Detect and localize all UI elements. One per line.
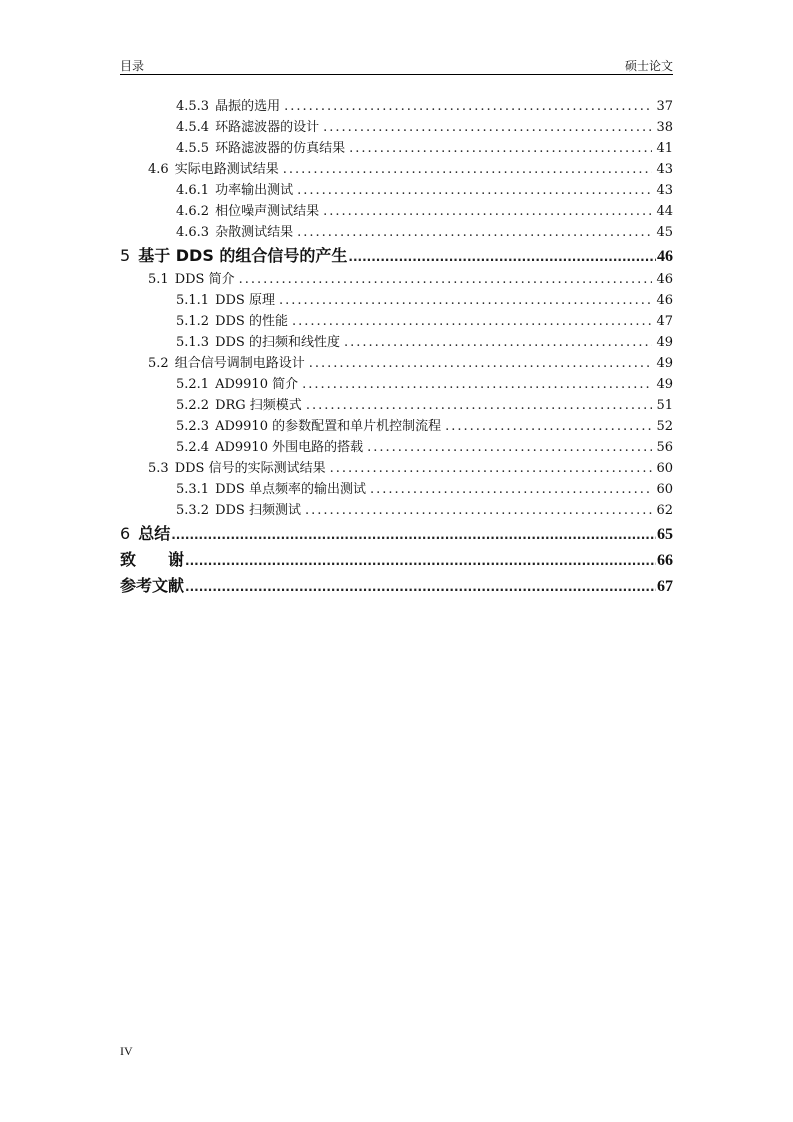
toc-dot-leader	[283, 159, 653, 180]
toc-dot-leader	[297, 180, 652, 201]
toc-entry-page: 37	[656, 99, 673, 114]
toc-entry-page: 60	[656, 482, 673, 497]
toc-entry-number: 6	[120, 524, 131, 543]
toc-entry[interactable]	[120, 479, 673, 500]
toc-entry-page: 65	[657, 526, 673, 543]
toc-entry-number: 5.1.3	[176, 335, 210, 350]
toc-entry-number: 5.2.3	[176, 419, 210, 434]
toc-dot-leader	[323, 117, 652, 138]
toc-entry[interactable]	[120, 500, 673, 521]
toc-entry[interactable]	[120, 201, 673, 222]
toc-dot-leader	[239, 269, 653, 290]
toc-entry[interactable]	[120, 269, 673, 290]
toc-entry[interactable]	[120, 222, 673, 243]
toc-entry-title: DDS 信号的实际测试结果	[174, 461, 326, 476]
toc-entry[interactable]	[120, 458, 673, 479]
toc-entry[interactable]	[120, 573, 673, 599]
toc-dot-leader	[284, 96, 652, 117]
toc-entry-title: DDS 的扫频和线性度	[215, 335, 340, 350]
toc-dot-leader	[306, 395, 653, 416]
toc-entry[interactable]	[120, 374, 673, 395]
toc-dot-leader	[302, 374, 652, 395]
toc-entry-title: 基于 DDS 的组合信号的产生	[138, 246, 348, 265]
toc-entry[interactable]	[120, 117, 673, 138]
toc-entry[interactable]	[120, 311, 673, 332]
toc-dot-leader	[348, 244, 656, 270]
toc-entry-number: 4.5.3	[176, 99, 210, 114]
toc-entry-number: 5.1.1	[176, 293, 210, 308]
toc-entry-title: 环路滤波器的设计	[215, 120, 320, 135]
toc-entry-number: 5	[120, 246, 131, 265]
toc-entry-title: 晶振的选用	[215, 99, 281, 114]
toc-dot-leader	[292, 311, 652, 332]
toc-entry[interactable]	[120, 547, 673, 573]
header-section-title: 目录	[120, 59, 145, 73]
toc-entry-title: DDS 的性能	[215, 314, 288, 329]
toc-entry[interactable]	[120, 290, 673, 311]
toc-entry[interactable]	[120, 395, 673, 416]
toc-entry-page: 43	[656, 183, 673, 198]
table-of-contents	[120, 96, 673, 599]
toc-dot-leader	[171, 522, 656, 548]
toc-entry-number: 4.5.4	[176, 120, 210, 135]
toc-entry-page: 67	[657, 578, 673, 595]
toc-entry-number: 5.3.1	[176, 482, 210, 497]
toc-dot-leader	[305, 500, 652, 521]
toc-entry-number: 5.3	[148, 461, 169, 476]
toc-entry-page: 62	[656, 503, 673, 518]
toc-entry-number: 4.6	[148, 162, 169, 177]
toc-entry-number: 4.6.2	[176, 204, 210, 219]
toc-entry-page: 66	[657, 552, 673, 569]
page-number: IV	[120, 1044, 133, 1058]
toc-entry-number: 5.3.2	[176, 503, 210, 518]
toc-dot-leader	[279, 290, 652, 311]
toc-entry-page: 46	[656, 293, 673, 308]
toc-entry[interactable]	[120, 243, 673, 269]
toc-entry-number: 5.2	[148, 356, 169, 371]
toc-entry[interactable]	[120, 180, 673, 201]
toc-entry-page: 56	[656, 440, 673, 455]
toc-entry[interactable]	[120, 159, 673, 180]
toc-entry[interactable]	[120, 437, 673, 458]
toc-entry-number: 4.5.5	[176, 141, 210, 156]
toc-entry-page: 46	[657, 248, 673, 265]
toc-entry-number: 5.2.4	[176, 440, 210, 455]
toc-entry[interactable]	[120, 138, 673, 159]
toc-entry-number: 5.1.2	[176, 314, 210, 329]
toc-entry-page: 51	[656, 398, 673, 413]
toc-entry-number: 5.2.1	[176, 377, 210, 392]
toc-entry[interactable]	[120, 416, 673, 437]
toc-entry-page: 45	[656, 225, 673, 240]
toc-entry-page: 49	[656, 377, 673, 392]
toc-entry-title: AD9910 外围电路的搭载	[215, 440, 364, 455]
toc-dot-leader	[309, 353, 653, 374]
toc-dot-leader	[370, 479, 652, 500]
toc-dot-leader	[344, 332, 652, 353]
toc-entry-title: DDS 单点频率的输出测试	[215, 482, 366, 497]
toc-entry-title: 杂散测试结果	[215, 225, 294, 240]
toc-dot-leader	[367, 437, 652, 458]
toc-entry-page: 60	[656, 461, 673, 476]
toc-entry-title: 实际电路测试结果	[174, 162, 279, 177]
toc-dot-leader	[330, 458, 653, 479]
toc-entry-page: 44	[656, 204, 673, 219]
toc-entry-title: DDS 原理	[215, 293, 275, 308]
toc-entry-title: AD9910 的参数配置和单片机控制流程	[215, 419, 442, 434]
toc-entry-page: 49	[656, 356, 673, 371]
toc-entry-title: 总结	[138, 524, 171, 543]
toc-entry[interactable]	[120, 96, 673, 117]
toc-entry-number: 4.6.3	[176, 225, 210, 240]
toc-entry-title: DRG 扫频模式	[215, 398, 302, 413]
toc-dot-leader	[349, 138, 652, 159]
toc-entry-page: 43	[656, 162, 673, 177]
toc-entry-title: 致谢	[120, 550, 217, 569]
toc-dot-leader	[185, 574, 656, 600]
toc-entry-title: 功率输出测试	[215, 183, 294, 198]
toc-entry[interactable]	[120, 521, 673, 547]
toc-entry-title: AD9910 简介	[215, 377, 299, 392]
toc-dot-leader	[297, 222, 652, 243]
toc-entry-number: 5.1	[148, 272, 169, 287]
toc-dot-leader	[185, 548, 656, 574]
toc-entry-number: 5.2.2	[176, 398, 210, 413]
toc-entry-title: 参考文献	[120, 576, 185, 595]
page-header	[120, 56, 673, 75]
toc-dot-leader	[445, 416, 652, 437]
toc-entry-page: 41	[656, 141, 673, 156]
toc-dot-leader	[323, 201, 652, 222]
toc-entry-page: 38	[656, 120, 673, 135]
toc-entry-title: 相位噪声测试结果	[215, 204, 320, 219]
toc-entry-title: DDS 扫频测试	[215, 503, 301, 518]
toc-entry[interactable]	[120, 332, 673, 353]
toc-entry-title: 组合信号调制电路设计	[174, 356, 305, 371]
toc-entry-page: 47	[656, 314, 673, 329]
toc-entry-page: 46	[656, 272, 673, 287]
toc-entry-title: DDS 简介	[174, 272, 235, 287]
toc-entry-title: 环路滤波器的仿真结果	[215, 141, 346, 156]
header-thesis-type: 硕士论文	[624, 59, 673, 73]
toc-entry-page: 49	[656, 335, 673, 350]
toc-entry-number: 4.6.1	[176, 183, 210, 198]
toc-entry[interactable]	[120, 353, 673, 374]
toc-entry-page: 52	[656, 419, 673, 434]
